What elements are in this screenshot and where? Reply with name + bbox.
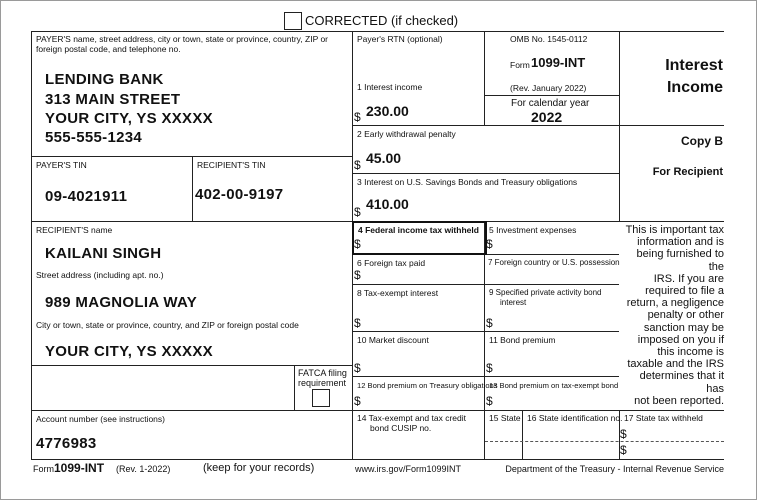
footer-url: www.irs.gov/Form1099INT [355,464,462,474]
box2-label: 2 Early withdrawal penalty [357,129,456,139]
form-prefix: Form [510,60,530,70]
payer-phone: 555-555-1234 [45,129,143,146]
notice-line: information and is [637,236,724,249]
col-divider-2 [484,31,485,125]
recipient-street: 989 MAGNOLIA WAY [45,294,198,311]
fatca-divider [294,365,295,410]
box6-dollar: $ [354,268,361,282]
box17-dollar-2: $ [620,443,627,457]
calendar-year-label: For calendar year [511,98,590,109]
left-border [31,31,32,459]
notice-line: IRS. If you are [653,272,724,285]
recipient-tin-label: RECIPIENT'S TIN [197,160,266,170]
recipient-name-label: RECIPIENT'S name [36,225,113,235]
payer-rtn-label: Payer's RTN (optional) [357,34,443,44]
box12-dollar: $ [354,394,361,408]
box4-dollar: $ [354,237,361,251]
row-line [352,173,619,174]
account-number: 4776983 [36,435,97,452]
box6-label: 6 Foreign tax paid [357,258,426,268]
box1-label: 1 Interest income [357,82,423,92]
notice-line: this income is [657,346,724,359]
box9-label-line2: interest [500,298,527,307]
footer-department: Department of the Treasury - Internal Revenue Service [505,464,724,474]
row-line [352,125,724,126]
footer-keep: (keep for your records) [203,462,315,474]
notice-line: penalty or other [647,309,724,322]
footer-revision: (Rev. 1-2022) [116,464,171,474]
box17-dollar-1: $ [620,427,627,441]
box10-dollar: $ [354,361,361,375]
box1-dollar: $ [354,110,361,124]
box17-label: 17 State tax withheld [624,413,703,423]
payer-tin: 09-4021911 [45,188,128,205]
copy-label: Copy B [681,134,723,148]
state-divider [522,410,523,459]
notice-line: being furnished to the [636,248,724,273]
for-recipient-label: For Recipient [652,166,723,178]
form-name: 1099-INT [531,55,586,70]
box5-dollar: $ [486,237,493,251]
box3-dollar: $ [354,205,361,219]
form-top-border [31,31,724,32]
row-line [31,365,352,366]
calendar-year: 2022 [531,109,563,125]
box14-label-line1: 14 Tax-exempt and tax credit [357,413,466,423]
footer-form-name: 1099-INT [54,461,105,475]
corrected-checkbox[interactable] [284,12,302,30]
box5-label: 5 Investment expenses [489,225,577,235]
recipient-tin: 402-00-9197 [195,186,284,203]
col-divider-3 [484,221,485,459]
box3-label: 3 Interest on U.S. Savings Bonds and Treasury obligations [357,177,578,187]
box13-dollar: $ [486,394,493,408]
fatca-label-line1: FATCA filing [298,368,347,378]
box8-dollar: $ [354,316,361,330]
box13-label: 13 Bond premium on tax-exempt bond [489,381,619,390]
notice-text [620,224,724,407]
box9-dollar: $ [486,316,493,330]
notice-line: determines that it has [639,370,724,395]
box7-label: 7 Foreign country or U.S. possession [488,258,620,267]
box2-value: 45.00 [366,150,402,166]
form-title-line2: Income [666,79,723,96]
recipient-name: KAILANI SINGH [45,245,162,262]
recipient-street-label: Street address (including apt. no.) [36,270,164,280]
box3-value: 410.00 [366,196,409,212]
box16-label: 16 State identification no. [527,413,623,423]
row-line [31,410,724,411]
notice-line: return, a negligence [626,297,724,310]
corrected-label: CORRECTED (if checked) [305,13,459,28]
form-title-line1: Interest [665,57,723,74]
payer-label: PAYER'S name, street address, city or town, state or province, country, ZIP or foreign postal code, and telephone no. [36,34,329,54]
row-line [352,331,619,332]
payer-street: 313 MAIN STREET [45,91,181,108]
box10-label: 10 Market discount [357,335,429,345]
account-label: Account number (see instructions) [36,414,165,424]
fatca-checkbox[interactable] [312,389,330,407]
footer-form-prefix: Form [33,464,54,474]
fatca-label-line2: requirement [298,378,347,388]
payer-name: LENDING BANK [45,71,164,88]
notice-line: imposed on you if [637,333,724,346]
box12-label: 12 Bond premium on Treasury obligations [357,381,498,390]
row-line [352,284,619,285]
row-line [352,376,619,377]
notice-line: sanction may be [643,321,724,334]
box14-label-line2: bond CUSIP no. [370,423,432,433]
box4-label: 4 Federal income tax withheld [358,225,479,235]
notice-line: taxable and the IRS [627,358,724,371]
box11-dollar: $ [486,361,493,375]
tin-divider [192,156,193,221]
notice-line: This is important tax [625,224,724,236]
payer-tin-label: PAYER'S TIN [36,160,87,170]
box2-dollar: $ [354,158,361,172]
row-line [484,95,619,96]
box8-label: 8 Tax-exempt interest [357,288,439,298]
recipient-city: YOUR CITY, YS XXXXX [45,343,213,360]
form-revision: (Rev. January 2022) [510,83,587,93]
state-dashed-line [485,441,724,442]
box1-value: 230.00 [366,103,409,119]
notice-line: required to file a [645,285,724,298]
notice-line: not been reported. [634,394,724,407]
omb-number: OMB No. 1545-0112 [510,34,588,44]
recipient-city-label: City or town, state or province, country, and ZIP or foreign postal code [36,320,299,330]
box11-label: 11 Bond premium [489,335,556,345]
form-bottom-border [31,459,724,460]
box15-label: 15 State [489,413,521,423]
box9-label-line1: 9 Specified private activity bond [489,288,602,297]
payer-city: YOUR CITY, YS XXXXX [45,110,213,127]
